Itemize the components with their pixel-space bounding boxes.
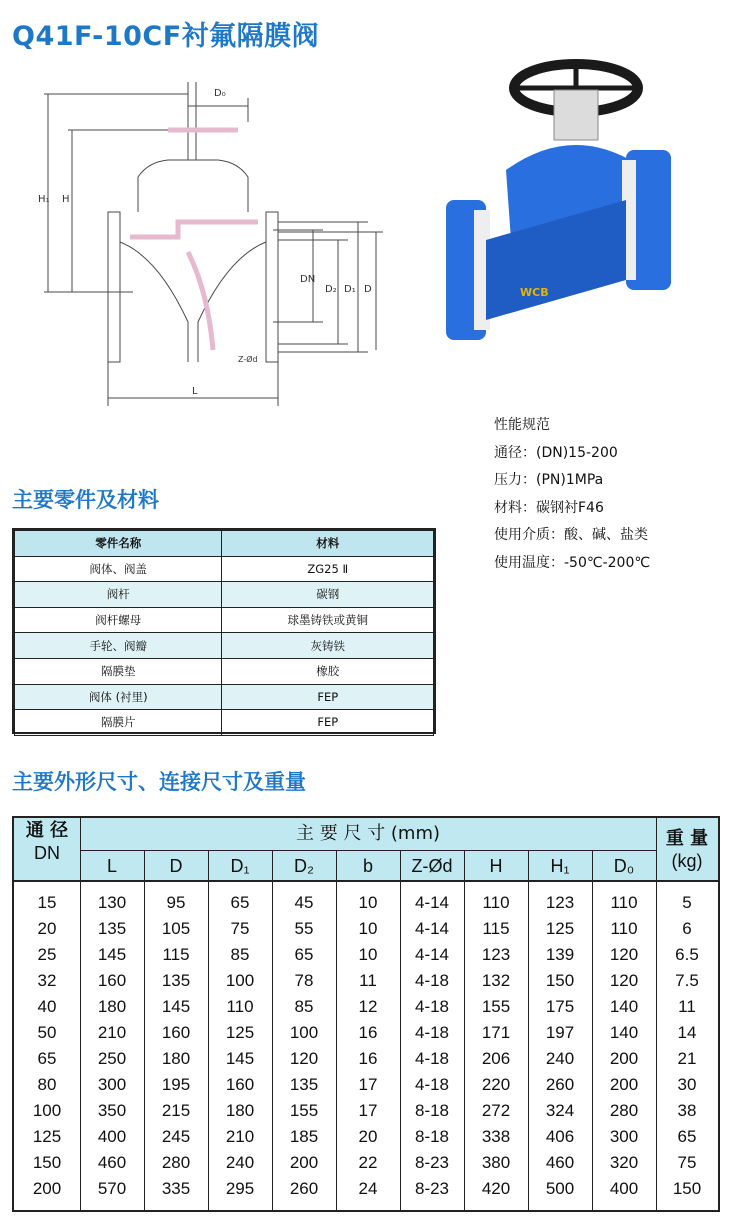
row-weight-cell: 75 (677, 1153, 697, 1172)
column-divider (272, 850, 273, 1210)
row-dimension-cell: 17 (358, 1075, 378, 1094)
row-dimension-cell: 123 (481, 945, 511, 964)
row-dimension-cell: 24 (358, 1179, 378, 1198)
row-dimension-cell: 295 (225, 1179, 255, 1198)
part-material: ZG25 Ⅱ (222, 556, 434, 582)
row-dn-cell: 80 (37, 1075, 57, 1094)
row-dimension-cell: 150 (545, 971, 575, 990)
part-name: 手轮、阀瓣 (15, 633, 222, 659)
header-part-name: 零件名称 (15, 531, 222, 557)
row-dimension-cell: 400 (609, 1179, 639, 1198)
part-name: 阀体 (衬里) (15, 684, 222, 710)
row-dimension-cell: 120 (289, 1049, 319, 1068)
row-dimension-cell: 220 (481, 1075, 511, 1094)
row-dimension-cell: 95 (166, 893, 186, 912)
row-dimension-cell: 110 (482, 893, 510, 912)
subheader-cell: L (106, 856, 117, 876)
row-dn-cell: 20 (37, 919, 57, 938)
row-dimension-cell: 260 (289, 1179, 319, 1198)
row-dimension-cell: 280 (161, 1153, 191, 1172)
row-dimension-cell: 4-18 (414, 997, 450, 1016)
subheader-cell: D₂ (294, 856, 314, 876)
row-dimension-cell: 16 (358, 1023, 378, 1042)
row-dimension-cell: 4-18 (414, 1049, 450, 1068)
row-dimension-cell: 380 (481, 1153, 511, 1172)
drawing-label-d2: D₂ (325, 284, 337, 295)
row-dimension-cell: 105 (161, 919, 191, 938)
row-dimension-cell: 110 (226, 997, 254, 1016)
row-dimension-cell: 570 (97, 1179, 127, 1198)
row-dimension-cell: 4-14 (414, 893, 450, 912)
row-dimension-cell: 139 (545, 945, 575, 964)
page-title: Q41F-10CF衬氟隔膜阀 (12, 21, 320, 52)
subheader-cell: b (362, 856, 373, 876)
row-dimension-cell: 16 (358, 1049, 378, 1068)
row-dimension-cell: 115 (482, 919, 510, 938)
row-dimension-cell: 180 (225, 1101, 255, 1120)
row-weight-cell: 11 (678, 997, 696, 1016)
row-weight-cell: 38 (677, 1101, 697, 1120)
row-dimension-cell: 115 (162, 945, 190, 964)
subheader-cell: D₀ (613, 856, 635, 876)
row-dimension-cell: 300 (97, 1075, 127, 1094)
row-dimension-cell: 324 (545, 1101, 575, 1120)
row-dimension-cell: 215 (161, 1101, 191, 1120)
row-dimension-cell: 110 (610, 893, 638, 912)
row-dimension-cell: 206 (481, 1049, 511, 1068)
spec-item: 使用温度：-50℃-200℃ (494, 554, 651, 571)
spec-item: 压力：(PN)1MPa (494, 472, 604, 488)
subheader-cell: H₁ (550, 856, 570, 876)
row-dimension-cell: 195 (161, 1075, 191, 1094)
header-main-dimensions: 主 要 尺 寸 (mm) (296, 823, 440, 844)
row-dimension-cell: 145 (161, 997, 191, 1016)
row-dimension-cell: 135 (97, 919, 127, 938)
row-dimension-cell: 8-18 (414, 1127, 450, 1146)
row-dimension-cell: 75 (230, 919, 250, 938)
row-dimension-cell: 45 (294, 893, 314, 912)
row-dimension-cell: 130 (97, 893, 127, 912)
dimensions-section-title: 主要外形尺寸、连接尺寸及重量 (12, 770, 306, 794)
row-dimension-cell: 180 (161, 1049, 191, 1068)
row-dimension-cell: 125 (545, 919, 575, 938)
valve-technical-drawing (38, 82, 388, 412)
drawing-label-h: H (62, 194, 70, 205)
row-dimension-cell: 145 (97, 945, 127, 964)
row-dimension-cell: 78 (294, 971, 314, 990)
row-dimension-cell: 335 (161, 1179, 191, 1198)
spec-item: 材料：碳钢衬F46 (494, 499, 604, 516)
part-material: FEP (222, 710, 434, 736)
drawing-label-d: D (364, 284, 372, 295)
header-dn-top: 通 径 (25, 820, 69, 841)
subheader-cell: H (489, 856, 503, 876)
row-dimension-cell: 460 (97, 1153, 127, 1172)
row-dimension-cell: 100 (225, 971, 255, 990)
column-divider (208, 850, 209, 1210)
row-dimension-cell: 155 (289, 1101, 319, 1120)
row-dimension-cell: 85 (230, 945, 250, 964)
materials-table-border (12, 528, 436, 734)
row-dimension-cell: 20 (358, 1127, 378, 1146)
row-dn-cell: 100 (32, 1101, 62, 1120)
subheader-cell: Z-Ød (411, 856, 453, 876)
row-dimension-cell: 400 (97, 1127, 127, 1146)
row-dimension-cell: 171 (481, 1023, 511, 1042)
row-dimension-cell: 135 (161, 971, 191, 990)
row-dimension-cell: 10 (358, 945, 378, 964)
row-dimension-cell: 460 (545, 1153, 575, 1172)
row-dimension-cell: 120 (609, 945, 639, 964)
part-name: 隔膜片 (15, 710, 222, 736)
row-dimension-cell: 55 (294, 919, 314, 938)
row-dn-cell: 32 (37, 971, 57, 990)
row-dn-cell: 125 (32, 1127, 62, 1146)
subheader-cell: D₁ (230, 856, 250, 876)
column-divider (592, 850, 593, 1210)
header-dn-bottom: DN (34, 843, 60, 863)
row-dimension-cell: 132 (481, 971, 511, 990)
column-divider (400, 850, 401, 1210)
row-dimension-cell: 160 (161, 1023, 191, 1042)
performance-specs (494, 412, 650, 577)
row-dn-cell: 65 (37, 1049, 57, 1068)
row-dimension-cell: 350 (97, 1101, 127, 1120)
row-dimension-cell: 300 (609, 1127, 639, 1146)
row-dimension-cell: 240 (225, 1153, 255, 1172)
row-dimension-cell: 4-18 (414, 1023, 450, 1042)
header-weight-top: 重 量 (665, 828, 709, 849)
part-material: 碳钢 (222, 582, 434, 608)
drawing-label-dn: DN (300, 274, 316, 285)
spec-item: 通径：(DN)15-200 (494, 444, 618, 461)
spec-item: 使用介质：酸、碱、盐类 (494, 527, 648, 543)
row-dimension-cell: 145 (225, 1049, 255, 1068)
drawing-label-l: L (192, 386, 198, 397)
row-dimension-cell: 200 (289, 1153, 319, 1172)
valve-product-photo (436, 50, 676, 370)
row-dimension-cell: 210 (225, 1127, 255, 1146)
column-divider (464, 850, 465, 1210)
row-dimension-cell: 10 (358, 919, 378, 938)
column-divider (336, 850, 337, 1210)
row-dimension-cell: 8-18 (414, 1101, 450, 1120)
row-dimension-cell: 250 (97, 1049, 127, 1068)
photo-marking-wcb: WCB (520, 286, 549, 299)
row-dimension-cell: 406 (545, 1127, 575, 1146)
row-dimension-cell: 200 (609, 1049, 639, 1068)
row-dimension-cell: 140 (609, 997, 639, 1016)
row-dimension-cell: 160 (225, 1075, 255, 1094)
row-dimension-cell: 120 (609, 971, 639, 990)
row-dn-cell: 50 (37, 1023, 57, 1042)
row-dimension-cell: 280 (609, 1101, 639, 1120)
row-dimension-cell: 140 (609, 1023, 639, 1042)
subheader-cell: D (169, 856, 183, 876)
row-dimension-cell: 500 (545, 1179, 575, 1198)
column-divider (528, 850, 529, 1210)
row-weight-cell: 14 (677, 1023, 697, 1042)
row-dimension-cell: 8-23 (414, 1153, 450, 1172)
row-weight-cell: 5 (682, 893, 692, 912)
row-dimension-cell: 320 (609, 1153, 639, 1172)
row-dimension-cell: 240 (545, 1049, 575, 1068)
row-dimension-cell: 155 (481, 997, 511, 1016)
header-divider (80, 850, 656, 851)
row-dimension-cell: 17 (358, 1101, 378, 1120)
part-name: 隔膜垫 (15, 658, 222, 684)
row-weight-cell: 6 (682, 919, 692, 938)
row-dimension-cell: 160 (97, 971, 127, 990)
row-dimension-cell: 4-18 (414, 1075, 450, 1094)
row-weight-cell: 65 (677, 1127, 697, 1146)
column-divider (656, 818, 657, 1210)
row-dimension-cell: 85 (294, 997, 314, 1016)
row-dimension-cell: 22 (358, 1153, 378, 1172)
row-dimension-cell: 200 (609, 1075, 639, 1094)
row-dimension-cell: 65 (230, 893, 250, 912)
part-material: 灰铸铁 (222, 633, 434, 659)
column-divider (144, 850, 145, 1210)
drawing-label-d1: D₁ (344, 284, 356, 295)
row-dimension-cell: 100 (289, 1023, 319, 1042)
row-dimension-cell: 272 (481, 1101, 511, 1120)
row-dimension-cell: 8-23 (414, 1179, 450, 1198)
row-dimension-cell: 10 (358, 893, 378, 912)
row-dn-cell: 40 (37, 997, 57, 1016)
drawing-label-d0: D₀ (214, 88, 226, 99)
row-dimension-cell: 123 (545, 893, 575, 912)
row-dimension-cell: 420 (481, 1179, 511, 1198)
header-material: 材料 (222, 531, 434, 557)
row-dimension-cell: 4-18 (414, 971, 450, 990)
row-dn-cell: 15 (37, 893, 57, 912)
materials-section-title: 主要零件及材料 (12, 488, 159, 512)
part-name: 阀杆螺母 (15, 607, 222, 633)
part-name: 阀杆 (15, 582, 222, 608)
row-dimension-cell: 12 (358, 997, 378, 1016)
row-dimension-cell: 125 (225, 1023, 255, 1042)
row-dimension-cell: 197 (545, 1023, 575, 1042)
row-dimension-cell: 175 (545, 997, 575, 1016)
row-weight-cell: 7.5 (675, 971, 699, 990)
row-weight-cell: 150 (672, 1179, 702, 1198)
part-name: 阀体、阀盖 (15, 556, 222, 582)
row-dimension-cell: 65 (294, 945, 314, 964)
row-dimension-cell: 260 (545, 1075, 575, 1094)
row-dimension-cell: 11 (359, 971, 377, 990)
row-dimension-cell: 210 (97, 1023, 127, 1042)
part-material: FEP (222, 684, 434, 710)
row-dimension-cell: 4-14 (414, 945, 450, 964)
row-dimension-cell: 180 (97, 997, 127, 1016)
specs-heading: 性能规范 (494, 417, 550, 433)
row-dimension-cell: 4-14 (414, 919, 450, 938)
dimensions-table (12, 816, 720, 1212)
drawing-label-h1: H₁ (38, 194, 50, 205)
row-dn-cell: 25 (37, 945, 57, 964)
row-dimension-cell: 110 (610, 919, 638, 938)
row-dimension-cell: 245 (161, 1127, 191, 1146)
row-weight-cell: 21 (677, 1049, 697, 1068)
row-weight-cell: 6.5 (675, 945, 699, 964)
drawing-label-zd: Z-Ød (238, 355, 258, 364)
row-dimension-cell: 135 (289, 1075, 319, 1094)
row-dimension-cell: 338 (481, 1127, 511, 1146)
row-weight-cell: 30 (677, 1075, 697, 1094)
row-dn-cell: 150 (32, 1153, 62, 1172)
column-divider (80, 818, 81, 1210)
row-dimension-cell: 185 (289, 1127, 319, 1146)
row-dn-cell: 200 (32, 1179, 62, 1198)
header-weight-bottom: (kg) (671, 851, 703, 871)
part-material: 球墨铸铁或黄铜 (222, 607, 434, 633)
part-material: 橡胶 (222, 658, 434, 684)
